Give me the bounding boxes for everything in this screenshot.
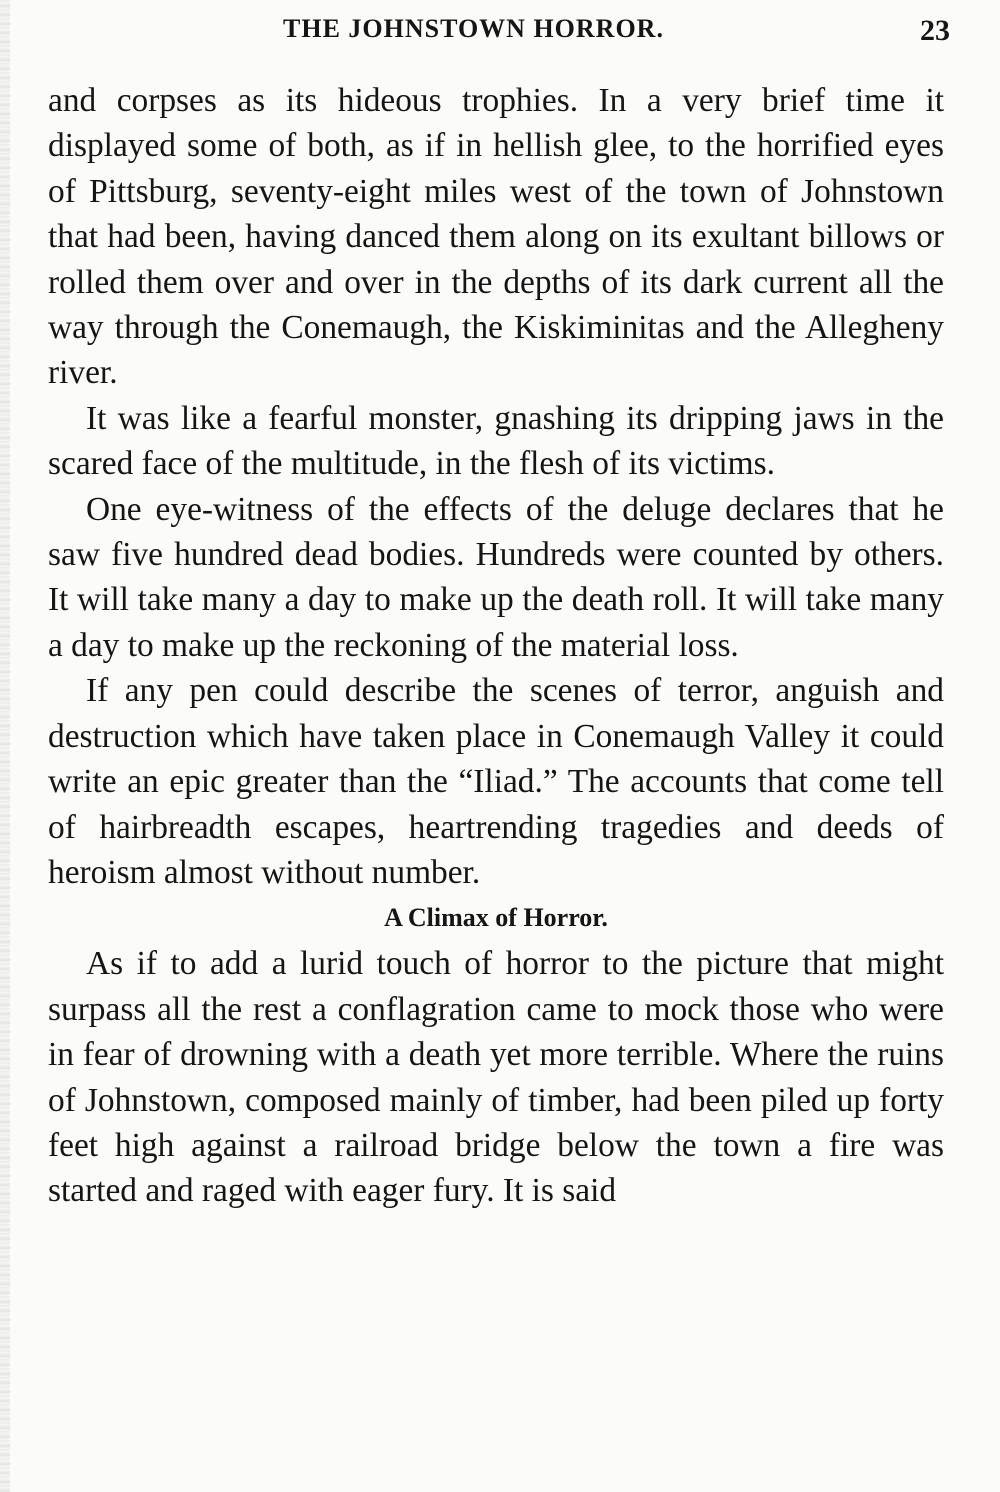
page-number: 23 <box>920 14 950 47</box>
paragraph-conflagration: As if to add a lurid touch of horror to the picture that might surpass all the rest a conflagration came to mock those who were in fear of drowning with a death yet more terrible. Where the ruins of Johnstown, composed mainly of timber, had been piled up forty feet high against a railroad bridge below the town a fire was started and raged with eager fury. It is said <box>48 945 944 1210</box>
paragraph-continued: and corpses as its hideous trophies. In a very brief time it displayed some of both, as if in hellish glee, to the horrified eyes of Pittsburg, seventy-eight miles west of the town of Johnstown that had been, having danced them along on its exultant billows or rolled them over and over in the depths of its dark current all the way through the Conemaugh, the Kiskiminitas and the Allegheny river. <box>48 82 944 392</box>
running-title: THE JOHNSTOWN HORROR. <box>283 14 664 43</box>
paragraph-eyewitness: One eye-witness of the effects of the deluge declares that he saw five hundred dead bodies. Hundreds were counted by others. It will take many a day to make up the death roll. It will take many a day to make up the reckoning of the material loss. <box>48 490 944 664</box>
section-heading: A Climax of Horror. <box>384 903 608 933</box>
body-text <box>48 78 944 1214</box>
page-binding-edge <box>0 0 10 1492</box>
paragraph-iliad: If any pen could describe the scenes of terror, anguish and destruction which have taken place in Conemaugh Valley it could write an epic greater than the “Iliad.” The accounts that come tell of hairbreadth escapes, heartrending tragedies and deeds of heroism almost without number. <box>48 672 944 891</box>
paragraph-monster: It was like a fearful monster, gnashing its dripping jaws in the scared face of the multitude, in the flesh of its victims. <box>48 399 944 483</box>
page-header <box>0 10 1000 50</box>
